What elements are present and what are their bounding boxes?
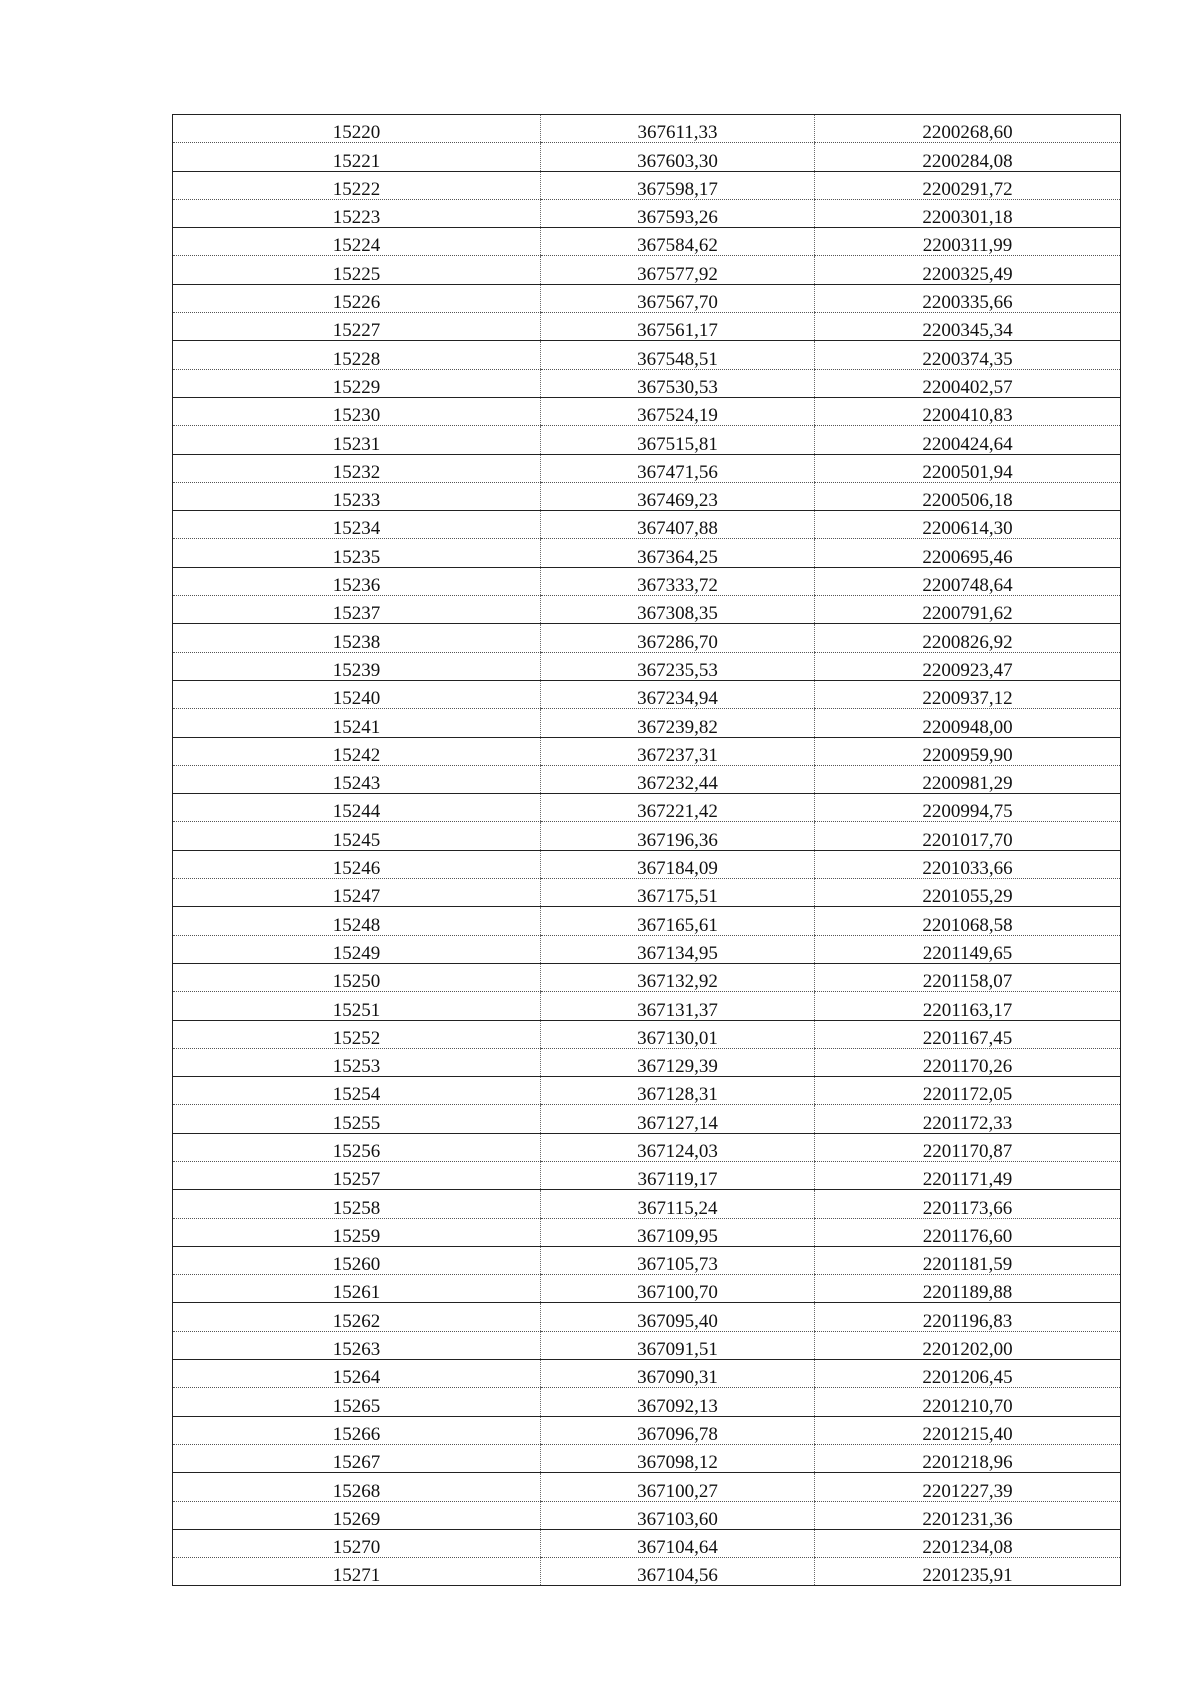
y-coordinate-cell: 2201234,08 xyxy=(815,1529,1121,1557)
y-coordinate-cell: 2201210,70 xyxy=(815,1388,1121,1416)
table-row xyxy=(173,171,1121,199)
table-row xyxy=(173,1529,1121,1557)
x-coordinate-cell: 367129,39 xyxy=(541,1048,815,1076)
table-row xyxy=(173,907,1121,935)
x-coordinate-cell: 367098,12 xyxy=(541,1444,815,1472)
x-coordinate-cell: 367115,24 xyxy=(541,1190,815,1218)
table-row xyxy=(173,624,1121,652)
x-coordinate-cell: 367130,01 xyxy=(541,1020,815,1048)
point-number-cell: 15269 xyxy=(173,1501,541,1529)
table-row xyxy=(173,1133,1121,1161)
y-coordinate-cell: 2200345,34 xyxy=(815,313,1121,341)
x-coordinate-cell: 367196,36 xyxy=(541,822,815,850)
y-coordinate-cell: 2200291,72 xyxy=(815,171,1121,199)
x-coordinate-cell: 367134,95 xyxy=(541,935,815,963)
y-coordinate-cell: 2200748,64 xyxy=(815,567,1121,595)
point-number-cell: 15246 xyxy=(173,850,541,878)
table-row xyxy=(173,652,1121,680)
table-row xyxy=(173,454,1121,482)
table-row xyxy=(173,879,1121,907)
y-coordinate-cell: 2200301,18 xyxy=(815,199,1121,227)
x-coordinate-cell: 367237,31 xyxy=(541,737,815,765)
point-number-cell: 15255 xyxy=(173,1105,541,1133)
table-row xyxy=(173,1246,1121,1274)
point-number-cell: 15220 xyxy=(173,115,541,143)
table-row xyxy=(173,1388,1121,1416)
y-coordinate-cell: 2200948,00 xyxy=(815,709,1121,737)
point-number-cell: 15232 xyxy=(173,454,541,482)
y-coordinate-cell: 2200268,60 xyxy=(815,115,1121,143)
table-row xyxy=(173,596,1121,624)
x-coordinate-cell: 367548,51 xyxy=(541,341,815,369)
x-coordinate-cell: 367090,31 xyxy=(541,1360,815,1388)
x-coordinate-cell: 367103,60 xyxy=(541,1501,815,1529)
table-row xyxy=(173,511,1121,539)
y-coordinate-cell: 2200791,62 xyxy=(815,596,1121,624)
point-number-cell: 15249 xyxy=(173,935,541,963)
x-coordinate-cell: 367235,53 xyxy=(541,652,815,680)
point-number-cell: 15233 xyxy=(173,482,541,510)
x-coordinate-cell: 367611,33 xyxy=(541,115,815,143)
x-coordinate-cell: 367091,51 xyxy=(541,1331,815,1359)
y-coordinate-cell: 2201227,39 xyxy=(815,1473,1121,1501)
point-number-cell: 15268 xyxy=(173,1473,541,1501)
point-number-cell: 15271 xyxy=(173,1558,541,1586)
x-coordinate-cell: 367175,51 xyxy=(541,879,815,907)
point-number-cell: 15241 xyxy=(173,709,541,737)
table-row xyxy=(173,369,1121,397)
y-coordinate-cell: 2201206,45 xyxy=(815,1360,1121,1388)
point-number-cell: 15263 xyxy=(173,1331,541,1359)
point-number-cell: 15227 xyxy=(173,313,541,341)
y-coordinate-cell: 2200424,64 xyxy=(815,426,1121,454)
table-row xyxy=(173,397,1121,425)
y-coordinate-cell: 2201218,96 xyxy=(815,1444,1121,1472)
point-number-cell: 15240 xyxy=(173,680,541,708)
point-number-cell: 15230 xyxy=(173,397,541,425)
y-coordinate-cell: 2200923,47 xyxy=(815,652,1121,680)
table-row xyxy=(173,1161,1121,1189)
point-number-cell: 15244 xyxy=(173,794,541,822)
x-coordinate-cell: 367234,94 xyxy=(541,680,815,708)
table-row xyxy=(173,1077,1121,1105)
x-coordinate-cell: 367469,23 xyxy=(541,482,815,510)
table-row xyxy=(173,313,1121,341)
point-number-cell: 15256 xyxy=(173,1133,541,1161)
table-row xyxy=(173,1048,1121,1076)
point-number-cell: 15243 xyxy=(173,765,541,793)
x-coordinate-cell: 367286,70 xyxy=(541,624,815,652)
x-coordinate-cell: 367232,44 xyxy=(541,765,815,793)
x-coordinate-cell: 367567,70 xyxy=(541,284,815,312)
table-row xyxy=(173,1020,1121,1048)
x-coordinate-cell: 367471,56 xyxy=(541,454,815,482)
y-coordinate-cell: 2201170,26 xyxy=(815,1048,1121,1076)
point-number-cell: 15250 xyxy=(173,963,541,991)
x-coordinate-cell: 367096,78 xyxy=(541,1416,815,1444)
x-coordinate-cell: 367104,56 xyxy=(541,1558,815,1586)
y-coordinate-cell: 2200506,18 xyxy=(815,482,1121,510)
table-row xyxy=(173,1303,1121,1331)
point-number-cell: 15258 xyxy=(173,1190,541,1218)
table-row xyxy=(173,680,1121,708)
point-number-cell: 15234 xyxy=(173,511,541,539)
table-row xyxy=(173,426,1121,454)
table-row xyxy=(173,935,1121,963)
x-coordinate-cell: 367407,88 xyxy=(541,511,815,539)
point-number-cell: 15223 xyxy=(173,199,541,227)
table-row xyxy=(173,341,1121,369)
table-row xyxy=(173,1501,1121,1529)
point-number-cell: 15251 xyxy=(173,992,541,1020)
x-coordinate-cell: 367593,26 xyxy=(541,199,815,227)
y-coordinate-cell: 2200335,66 xyxy=(815,284,1121,312)
point-number-cell: 15260 xyxy=(173,1246,541,1274)
x-coordinate-cell: 367100,27 xyxy=(541,1473,815,1501)
y-coordinate-cell: 2201173,66 xyxy=(815,1190,1121,1218)
x-coordinate-cell: 367561,17 xyxy=(541,313,815,341)
table-row xyxy=(173,1360,1121,1388)
x-coordinate-cell: 367515,81 xyxy=(541,426,815,454)
table-row xyxy=(173,1105,1121,1133)
x-coordinate-cell: 367132,92 xyxy=(541,963,815,991)
y-coordinate-cell: 2200981,29 xyxy=(815,765,1121,793)
table-row xyxy=(173,737,1121,765)
x-coordinate-cell: 367584,62 xyxy=(541,228,815,256)
point-number-cell: 15266 xyxy=(173,1416,541,1444)
table-row xyxy=(173,1218,1121,1246)
point-number-cell: 15259 xyxy=(173,1218,541,1246)
table-row xyxy=(173,1275,1121,1303)
point-number-cell: 15231 xyxy=(173,426,541,454)
y-coordinate-cell: 2201149,65 xyxy=(815,935,1121,963)
table-row xyxy=(173,284,1121,312)
y-coordinate-cell: 2200311,99 xyxy=(815,228,1121,256)
point-number-cell: 15226 xyxy=(173,284,541,312)
y-coordinate-cell: 2201235,91 xyxy=(815,1558,1121,1586)
coordinates-table-body xyxy=(173,115,1121,1586)
y-coordinate-cell: 2201055,29 xyxy=(815,879,1121,907)
point-number-cell: 15270 xyxy=(173,1529,541,1557)
y-coordinate-cell: 2201231,36 xyxy=(815,1501,1121,1529)
y-coordinate-cell: 2200325,49 xyxy=(815,256,1121,284)
point-number-cell: 15236 xyxy=(173,567,541,595)
x-coordinate-cell: 367598,17 xyxy=(541,171,815,199)
point-number-cell: 15254 xyxy=(173,1077,541,1105)
x-coordinate-cell: 367530,53 xyxy=(541,369,815,397)
y-coordinate-cell: 2201163,17 xyxy=(815,992,1121,1020)
table-row xyxy=(173,228,1121,256)
x-coordinate-cell: 367127,14 xyxy=(541,1105,815,1133)
coordinates-table xyxy=(172,114,1121,1586)
point-number-cell: 15225 xyxy=(173,256,541,284)
x-coordinate-cell: 367364,25 xyxy=(541,539,815,567)
x-coordinate-cell: 367095,40 xyxy=(541,1303,815,1331)
x-coordinate-cell: 367092,13 xyxy=(541,1388,815,1416)
x-coordinate-cell: 367119,17 xyxy=(541,1161,815,1189)
point-number-cell: 15245 xyxy=(173,822,541,850)
table-row xyxy=(173,963,1121,991)
point-number-cell: 15242 xyxy=(173,737,541,765)
point-number-cell: 15228 xyxy=(173,341,541,369)
x-coordinate-cell: 367109,95 xyxy=(541,1218,815,1246)
table-row xyxy=(173,1331,1121,1359)
y-coordinate-cell: 2201196,83 xyxy=(815,1303,1121,1331)
y-coordinate-cell: 2201189,88 xyxy=(815,1275,1121,1303)
y-coordinate-cell: 2200402,57 xyxy=(815,369,1121,397)
x-coordinate-cell: 367105,73 xyxy=(541,1246,815,1274)
y-coordinate-cell: 2201158,07 xyxy=(815,963,1121,991)
y-coordinate-cell: 2200614,30 xyxy=(815,511,1121,539)
point-number-cell: 15264 xyxy=(173,1360,541,1388)
table-row xyxy=(173,822,1121,850)
point-number-cell: 15222 xyxy=(173,171,541,199)
y-coordinate-cell: 2200501,94 xyxy=(815,454,1121,482)
table-row xyxy=(173,482,1121,510)
y-coordinate-cell: 2201172,05 xyxy=(815,1077,1121,1105)
point-number-cell: 15247 xyxy=(173,879,541,907)
x-coordinate-cell: 367221,42 xyxy=(541,794,815,822)
point-number-cell: 15248 xyxy=(173,907,541,935)
x-coordinate-cell: 367577,92 xyxy=(541,256,815,284)
y-coordinate-cell: 2200284,08 xyxy=(815,143,1121,171)
point-number-cell: 15261 xyxy=(173,1275,541,1303)
table-row xyxy=(173,143,1121,171)
table-row xyxy=(173,1190,1121,1218)
point-number-cell: 15252 xyxy=(173,1020,541,1048)
table-row xyxy=(173,1558,1121,1586)
x-coordinate-cell: 367124,03 xyxy=(541,1133,815,1161)
table-row xyxy=(173,850,1121,878)
table-row xyxy=(173,199,1121,227)
table-row xyxy=(173,1444,1121,1472)
x-coordinate-cell: 367104,64 xyxy=(541,1529,815,1557)
y-coordinate-cell: 2200410,83 xyxy=(815,397,1121,425)
table-row xyxy=(173,1416,1121,1444)
y-coordinate-cell: 2200937,12 xyxy=(815,680,1121,708)
x-coordinate-cell: 367100,70 xyxy=(541,1275,815,1303)
y-coordinate-cell: 2201215,40 xyxy=(815,1416,1121,1444)
x-coordinate-cell: 367308,35 xyxy=(541,596,815,624)
y-coordinate-cell: 2200826,92 xyxy=(815,624,1121,652)
y-coordinate-cell: 2200959,90 xyxy=(815,737,1121,765)
table-row xyxy=(173,256,1121,284)
point-number-cell: 15238 xyxy=(173,624,541,652)
table-row xyxy=(173,567,1121,595)
y-coordinate-cell: 2201017,70 xyxy=(815,822,1121,850)
x-coordinate-cell: 367128,31 xyxy=(541,1077,815,1105)
point-number-cell: 15224 xyxy=(173,228,541,256)
point-number-cell: 15229 xyxy=(173,369,541,397)
table-row xyxy=(173,709,1121,737)
x-coordinate-cell: 367131,37 xyxy=(541,992,815,1020)
y-coordinate-cell: 2201171,49 xyxy=(815,1161,1121,1189)
point-number-cell: 15257 xyxy=(173,1161,541,1189)
y-coordinate-cell: 2201181,59 xyxy=(815,1246,1121,1274)
y-coordinate-cell: 2201170,87 xyxy=(815,1133,1121,1161)
table-row xyxy=(173,794,1121,822)
y-coordinate-cell: 2201172,33 xyxy=(815,1105,1121,1133)
point-number-cell: 15265 xyxy=(173,1388,541,1416)
x-coordinate-cell: 367603,30 xyxy=(541,143,815,171)
point-number-cell: 15221 xyxy=(173,143,541,171)
y-coordinate-cell: 2201176,60 xyxy=(815,1218,1121,1246)
y-coordinate-cell: 2201033,66 xyxy=(815,850,1121,878)
table-row xyxy=(173,1473,1121,1501)
x-coordinate-cell: 367184,09 xyxy=(541,850,815,878)
x-coordinate-cell: 367165,61 xyxy=(541,907,815,935)
x-coordinate-cell: 367524,19 xyxy=(541,397,815,425)
table-row xyxy=(173,992,1121,1020)
y-coordinate-cell: 2201202,00 xyxy=(815,1331,1121,1359)
point-number-cell: 15235 xyxy=(173,539,541,567)
y-coordinate-cell: 2200695,46 xyxy=(815,539,1121,567)
x-coordinate-cell: 367333,72 xyxy=(541,567,815,595)
point-number-cell: 15262 xyxy=(173,1303,541,1331)
table-row xyxy=(173,765,1121,793)
table-row xyxy=(173,115,1121,143)
y-coordinate-cell: 2200994,75 xyxy=(815,794,1121,822)
y-coordinate-cell: 2201167,45 xyxy=(815,1020,1121,1048)
point-number-cell: 15253 xyxy=(173,1048,541,1076)
y-coordinate-cell: 2200374,35 xyxy=(815,341,1121,369)
point-number-cell: 15267 xyxy=(173,1444,541,1472)
x-coordinate-cell: 367239,82 xyxy=(541,709,815,737)
table-row xyxy=(173,539,1121,567)
y-coordinate-cell: 2201068,58 xyxy=(815,907,1121,935)
point-number-cell: 15237 xyxy=(173,596,541,624)
point-number-cell: 15239 xyxy=(173,652,541,680)
